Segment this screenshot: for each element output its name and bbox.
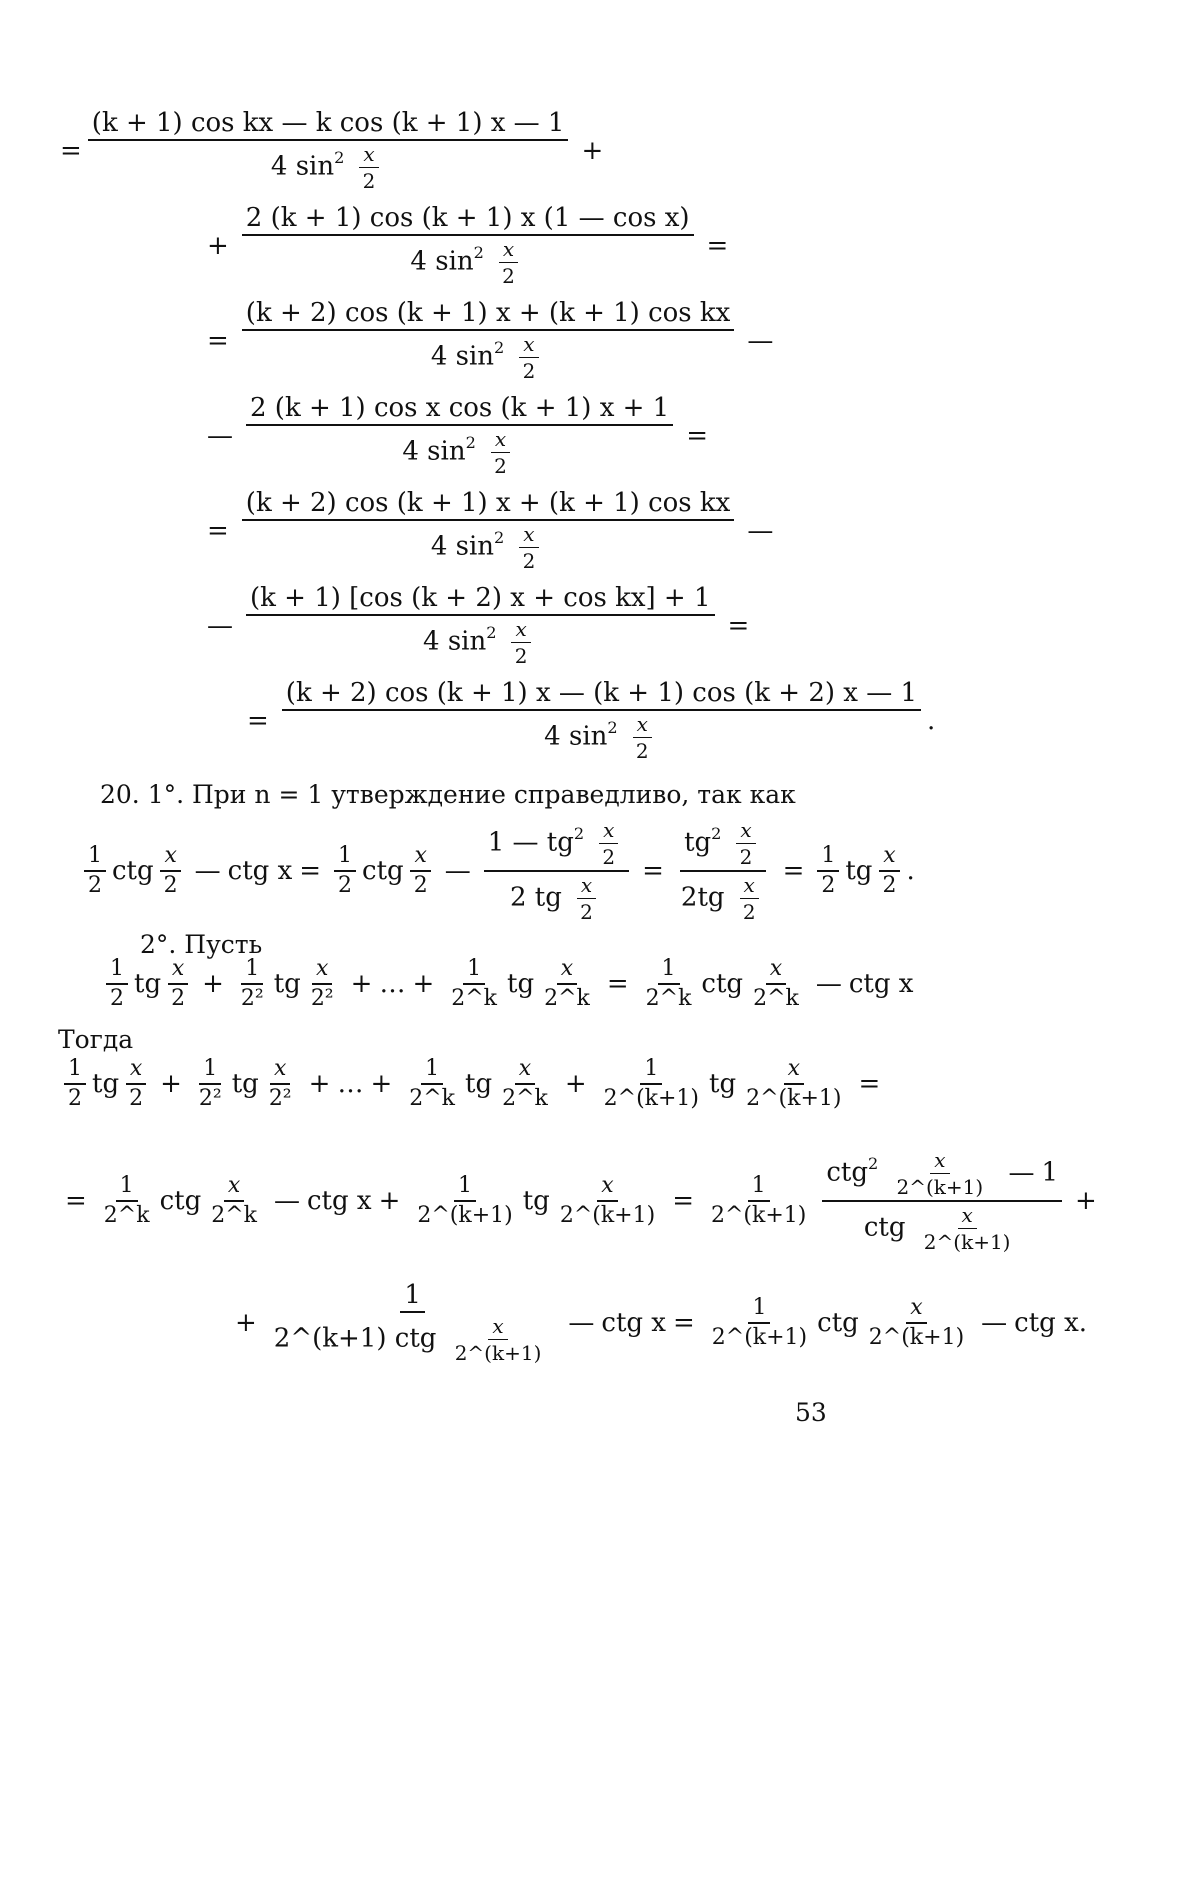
then-label: Тогда — [58, 1025, 134, 1054]
induction-result-line-1: = $\frac{1}{2\^{}k}$ ctg $\frac{x}{2\^{}k}$ — ctg x + $\frac{1}{2\^{}(k+1)}$ tg $\frac{x}{2\^{}(k+1)}$ = $\frac{1}{2\^{}(k+1)}$ ctg$^2$ $\frac{x}{2\^{}(k+1)}$ — 1 ctg $\frac{x}{2\^{}(k+1)}$ + — [65, 1148, 1097, 1254]
equals-sign: = — [207, 515, 229, 546]
denominator: 4 $\sin^2$ $\frac{x}{2}$ — [427, 521, 549, 571]
derivation-line-2 — [200, 205, 735, 286]
fraction: $tg^2$ $\frac{x}{2}$ 2tg $\frac{x}{2}$ — [677, 820, 770, 922]
numerator: (k + 2) cos (k + 1) x + (k + 1) cos kx — [242, 490, 735, 521]
problem-20-intro: 20. 1°. При n = 1 утверждение справедливо, так как — [100, 780, 796, 809]
equals-sign: = — [207, 325, 229, 356]
fraction — [246, 585, 715, 666]
denominator: 4 $\sin^2$ $\frac{x}{2}$ — [427, 331, 549, 381]
fraction — [246, 395, 673, 476]
fraction — [242, 300, 735, 381]
page-number: 53 — [795, 1398, 827, 1427]
denominator: 4 $\sin^2$ $\frac{x}{2}$ — [406, 236, 528, 286]
equals-sign: = — [247, 705, 269, 736]
minus-sign: — — [207, 420, 233, 451]
denominator: 4 $\sin^2$ $\frac{x}{2}$ — [419, 616, 541, 666]
numerator: (k + 1) cos kx — k cos (k + 1) x — 1 — [88, 110, 569, 141]
period: . — [927, 705, 936, 736]
fraction — [88, 110, 569, 191]
step-2-label: 2°. Пусть — [140, 930, 263, 959]
fraction: 1 — $tg^2$ $\frac{x}{2}$ 2 tg $\frac{x}{2}$ — [484, 820, 629, 922]
plus-sign: + — [581, 135, 604, 166]
equals-sign: = — [686, 420, 709, 451]
denominator: 4 $\sin^2$ $\frac{x}{2}$ — [267, 141, 389, 191]
induction-result-line-2: + 1 2^(k+1) ctg $\frac{x}{2\^{}(k+1)}$ — ctg x = $\frac{1}{2\^{}(k+1)}$ ctg $\frac{x}{2\^{}(k+1)}$ — ctg x . — [235, 1280, 1088, 1365]
derivation-line-7 — [240, 680, 935, 761]
fraction: ctg$^2$ $\frac{x}{2\^{}(k+1)}$ — 1 ctg $\frac{x}{2\^{}(k+1)}$ — [822, 1150, 1062, 1252]
derivation-line-4 — [200, 395, 715, 476]
minus-sign: — — [747, 515, 774, 546]
numerator: (k + 2) cos (k + 1) x + (k + 1) cos kx — [242, 300, 735, 331]
fraction: 1 2^(k+1) ctg $\frac{x}{2\^{}(k+1)}$ — [273, 1280, 542, 1365]
plus-sign: + — [207, 230, 229, 261]
fraction — [282, 680, 921, 761]
minus-sign: — — [747, 325, 774, 356]
derivation-line-5 — [200, 490, 780, 571]
derivation-line-3 — [200, 300, 780, 381]
derivation-line-6 — [200, 585, 756, 666]
denominator: 4 $\sin^2$ $\frac{x}{2}$ — [540, 711, 662, 761]
fraction — [242, 490, 735, 571]
equation-20-base-case: $\frac{1}{2}$ ctg $\frac{x}{2}$ — ctg x = $\frac{1}{2}$ ctg $\frac{x}{2}$ — 1 — $tg^2$ $\frac{x}{2}$ 2 tg $\frac{x}{2}$ = $tg^2$ $\frac{x}{2}$ 2tg $\frac{x}{2}$ = $\frac{1}{2}$ tg $\frac{x}{2}$ . — [78, 820, 915, 922]
numerator: 2 (k + 1) cos (k + 1) x (1 — cos x) — [242, 205, 694, 236]
equals-sign: = — [706, 230, 729, 261]
numerator: (k + 2) cos (k + 1) x — (k + 1) cos (k + 2) x — 1 — [282, 680, 921, 711]
equals-sign: = — [60, 135, 82, 166]
numerator: 2 (k + 1) cos x cos (k + 1) x + 1 — [246, 395, 673, 426]
induction-hypothesis: $\frac{1}{2}$ tg $\frac{x}{2}$ + $\frac{1}{\text{2²}}$ tg $\frac{x}{\text{2²}}$ + … + $\frac{1}{2\^{}k}$ tg $\frac{x}{2\^{}k}$ = $\frac{1}{2\^{}k}$ ctg $\frac{x}{2\^{}k}$ — ctg x — [100, 958, 913, 1010]
induction-step-sum: $\frac{1}{2}$ tg $\frac{x}{2}$ + $\frac{1}{\text{2²}}$ tg $\frac{x}{\text{2²}}$ + … + $\frac{1}{2\^{}k}$ tg $\frac{x}{2\^{}k}$ + $\frac{1}{2\^{}(k+1)}$ tg $\frac{x}{2\^{}(k+1)}$ = — [58, 1058, 887, 1110]
numerator: (k + 1) [cos (k + 2) x + cos kx] + 1 — [246, 585, 715, 616]
equals-sign: = — [727, 610, 750, 641]
derivation-line-1 — [60, 110, 610, 191]
denominator: 4 $\sin^2$ $\frac{x}{2}$ — [398, 426, 520, 476]
minus-sign: — — [207, 610, 233, 641]
fraction — [242, 205, 694, 286]
